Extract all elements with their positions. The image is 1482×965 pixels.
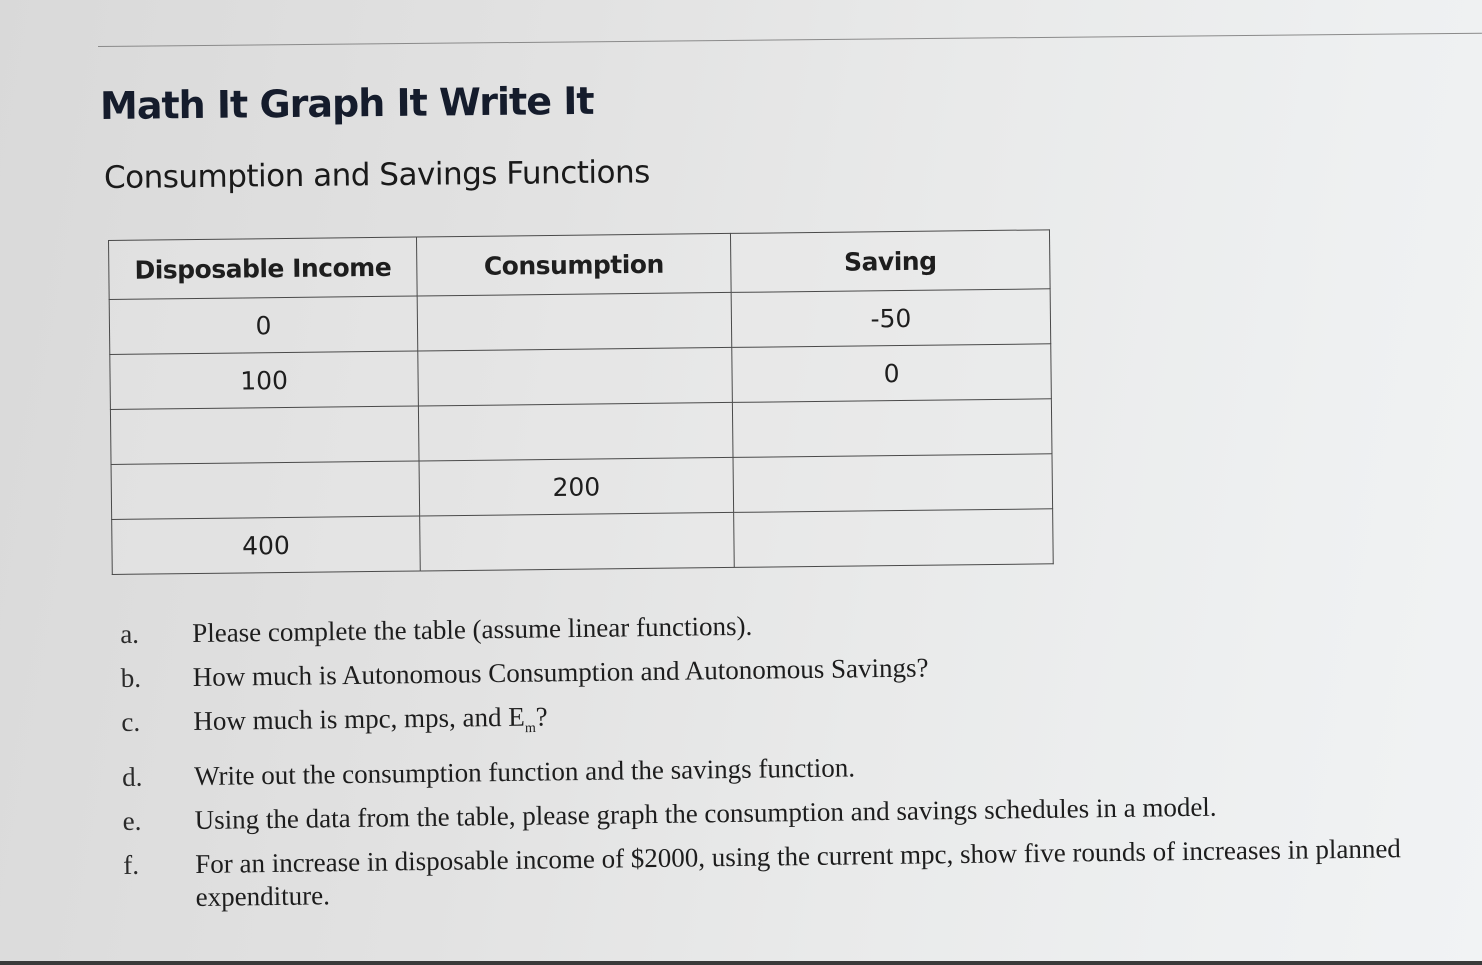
question-a xyxy=(120,601,1450,651)
question-text: Please complete the table (assume linear functions). xyxy=(192,610,753,649)
cell-income: 400 xyxy=(112,516,421,574)
top-divider-line xyxy=(98,33,1482,47)
cell-consumption xyxy=(417,292,732,351)
question-letter: c. xyxy=(121,706,141,737)
cell-saving: 0 xyxy=(732,344,1052,403)
question-c xyxy=(121,689,1451,751)
question-text-before: How much is mpc, mps, and E xyxy=(193,701,525,737)
table-container xyxy=(108,229,1054,575)
table-header-row xyxy=(109,230,1051,300)
cell-saving xyxy=(733,454,1053,513)
question-letter: a. xyxy=(120,618,140,649)
question-text-after: ? xyxy=(535,701,548,732)
cell-consumption xyxy=(420,512,735,571)
screen-bottom-edge xyxy=(0,961,1482,965)
question-text: Write out the consumption function and the savings function. xyxy=(193,752,856,792)
header-consumption: Consumption xyxy=(416,233,731,296)
page-subtitle: Consumption and Savings Functions xyxy=(103,154,650,196)
cell-income: 100 xyxy=(110,351,419,409)
header-disposable-income: Disposable Income xyxy=(109,237,418,299)
question-b xyxy=(121,645,1451,695)
consumption-savings-table xyxy=(108,229,1054,575)
question-e xyxy=(122,788,1452,838)
cell-income: 0 xyxy=(109,296,418,354)
cell-consumption: 200 xyxy=(419,457,734,516)
question-letter: f. xyxy=(123,850,140,881)
question-text: For an increase in disposable income of $2000, using the current mpc, show five rounds of increases in planned expenditure. xyxy=(195,833,1402,913)
question-d xyxy=(122,744,1452,794)
question-text: How much is Autonomous Consumption and Autonomous Savings? xyxy=(192,652,929,693)
question-letter: b. xyxy=(120,662,142,693)
question-text: Using the data from the table, please graph the consumption and savings schedules in a model. xyxy=(194,792,1217,836)
cell-income xyxy=(111,461,420,519)
question-letter: d. xyxy=(121,762,143,793)
cell-income xyxy=(110,406,419,464)
table-row xyxy=(112,509,1054,575)
question-f xyxy=(123,832,1454,915)
page-title: Math It Graph It Write It xyxy=(99,78,594,128)
question-text xyxy=(193,689,1451,750)
cell-consumption xyxy=(418,402,733,461)
cell-saving xyxy=(732,399,1052,458)
header-saving: Saving xyxy=(730,230,1050,293)
question-list xyxy=(120,601,1454,927)
cell-saving xyxy=(734,509,1054,568)
cell-consumption xyxy=(418,347,733,406)
question-letter: e. xyxy=(122,806,142,837)
question-subscript: m xyxy=(524,720,536,737)
cell-saving: -50 xyxy=(731,289,1051,348)
